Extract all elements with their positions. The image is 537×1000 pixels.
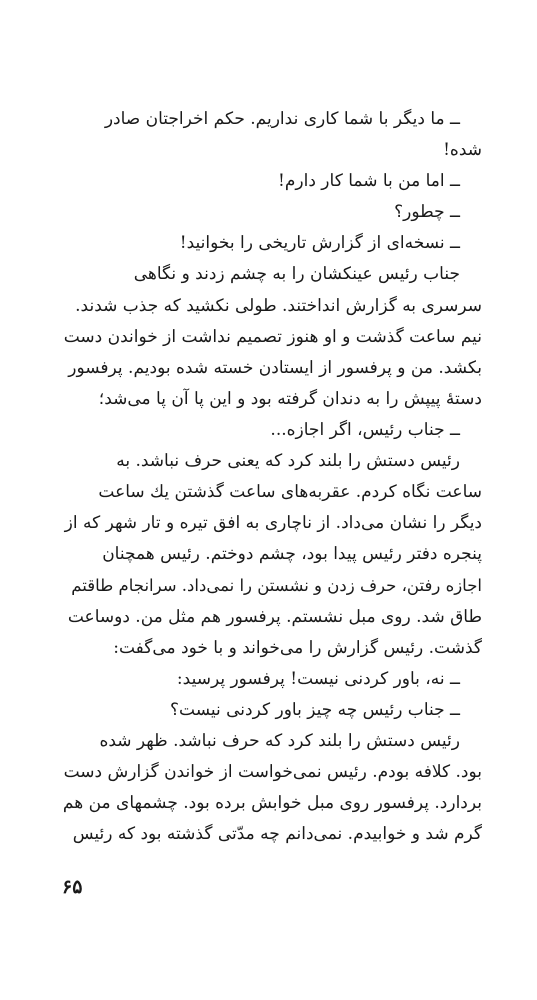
text-line: ساعت نگاه کردم. عقربه‌های ساعت گذشتن یك ساعت — [98, 482, 482, 503]
text-line: سرسری به گزارش انداختند. طولی نکشید که جذب شدند. — [75, 295, 482, 316]
text-line: شده! — [443, 140, 482, 161]
text-line: گرم شد و خوابیدم. نمی‌دانم چه مدّتی گذشته بود که رئیس — [72, 824, 482, 845]
text-line: ــ جناب رئیس، اگر اجازه... — [270, 419, 460, 440]
text-line: اجازه رفتن، حرف زدن و نشستن را نمی‌داد. سرانجام طاقتم — [71, 576, 482, 596]
text-line: ــ نسخه‌ای از گزارش تاریخی را بخوانید! — [179, 233, 460, 254]
text-line: ــ اما من با شما کار دارم! — [278, 171, 460, 192]
text-line: بردارد. پرفسور روی مبل خوابش برده بود. چشمهای من هم — [62, 793, 482, 814]
text-line: نیم ساعت گذشت و او هنوز تصمیم نداشت از خواندن دست — [63, 326, 482, 347]
text-line: دستهٔ پیپش را به دندان گرفته بود و این پا آن پا می‌شد؛ — [98, 388, 482, 409]
text-line: بکشد. من و پرفسور از ایستادن خسته شده بودیم. پرفسور — [68, 357, 482, 378]
text-line: ــ ما دیگر با شما کاری نداریم. حکم اخراجتان صادر — [104, 109, 460, 129]
text-line: ــ چطور؟ — [394, 202, 460, 223]
text-line: بود. کلافه بودم. رئیس نمی‌خواست از خواندن گزارش دست — [63, 761, 482, 782]
text-line: پنجره دفتر رئیس پیدا بود، چشم دوختم. رئیس همچنان — [102, 544, 482, 565]
text-line: رئیس دستش را بلند کرد که یعنی حرف نباشد. به — [116, 451, 460, 472]
text-line: جناب رئیس عینکشان را به چشم زدند و نگاهی — [133, 264, 460, 285]
text-line: گذشت. رئیس گزارش را می‌خواند و با خود می‌گفت: — [113, 637, 482, 658]
page-number: ۶۵ — [62, 876, 83, 898]
text-line: ــ جناب رئیس چه چیز باور کردنی نیست؟ — [169, 699, 460, 720]
text-line: دیگر را نشان می‌داد. از ناچاری به افق تیره و تار شهر که از — [64, 513, 482, 534]
text-line: رئیس دستش را بلند کرد که حرف نباشد. ظهر شده — [99, 730, 460, 751]
body-text — [62, 104, 482, 850]
text-line: طاق شد. روی مبل نشستم. پرفسور هم مثل من. دوساعت — [67, 606, 482, 627]
text-line: ــ نه، باور کردنی نیست! پرفسور پرسید: — [176, 668, 460, 689]
